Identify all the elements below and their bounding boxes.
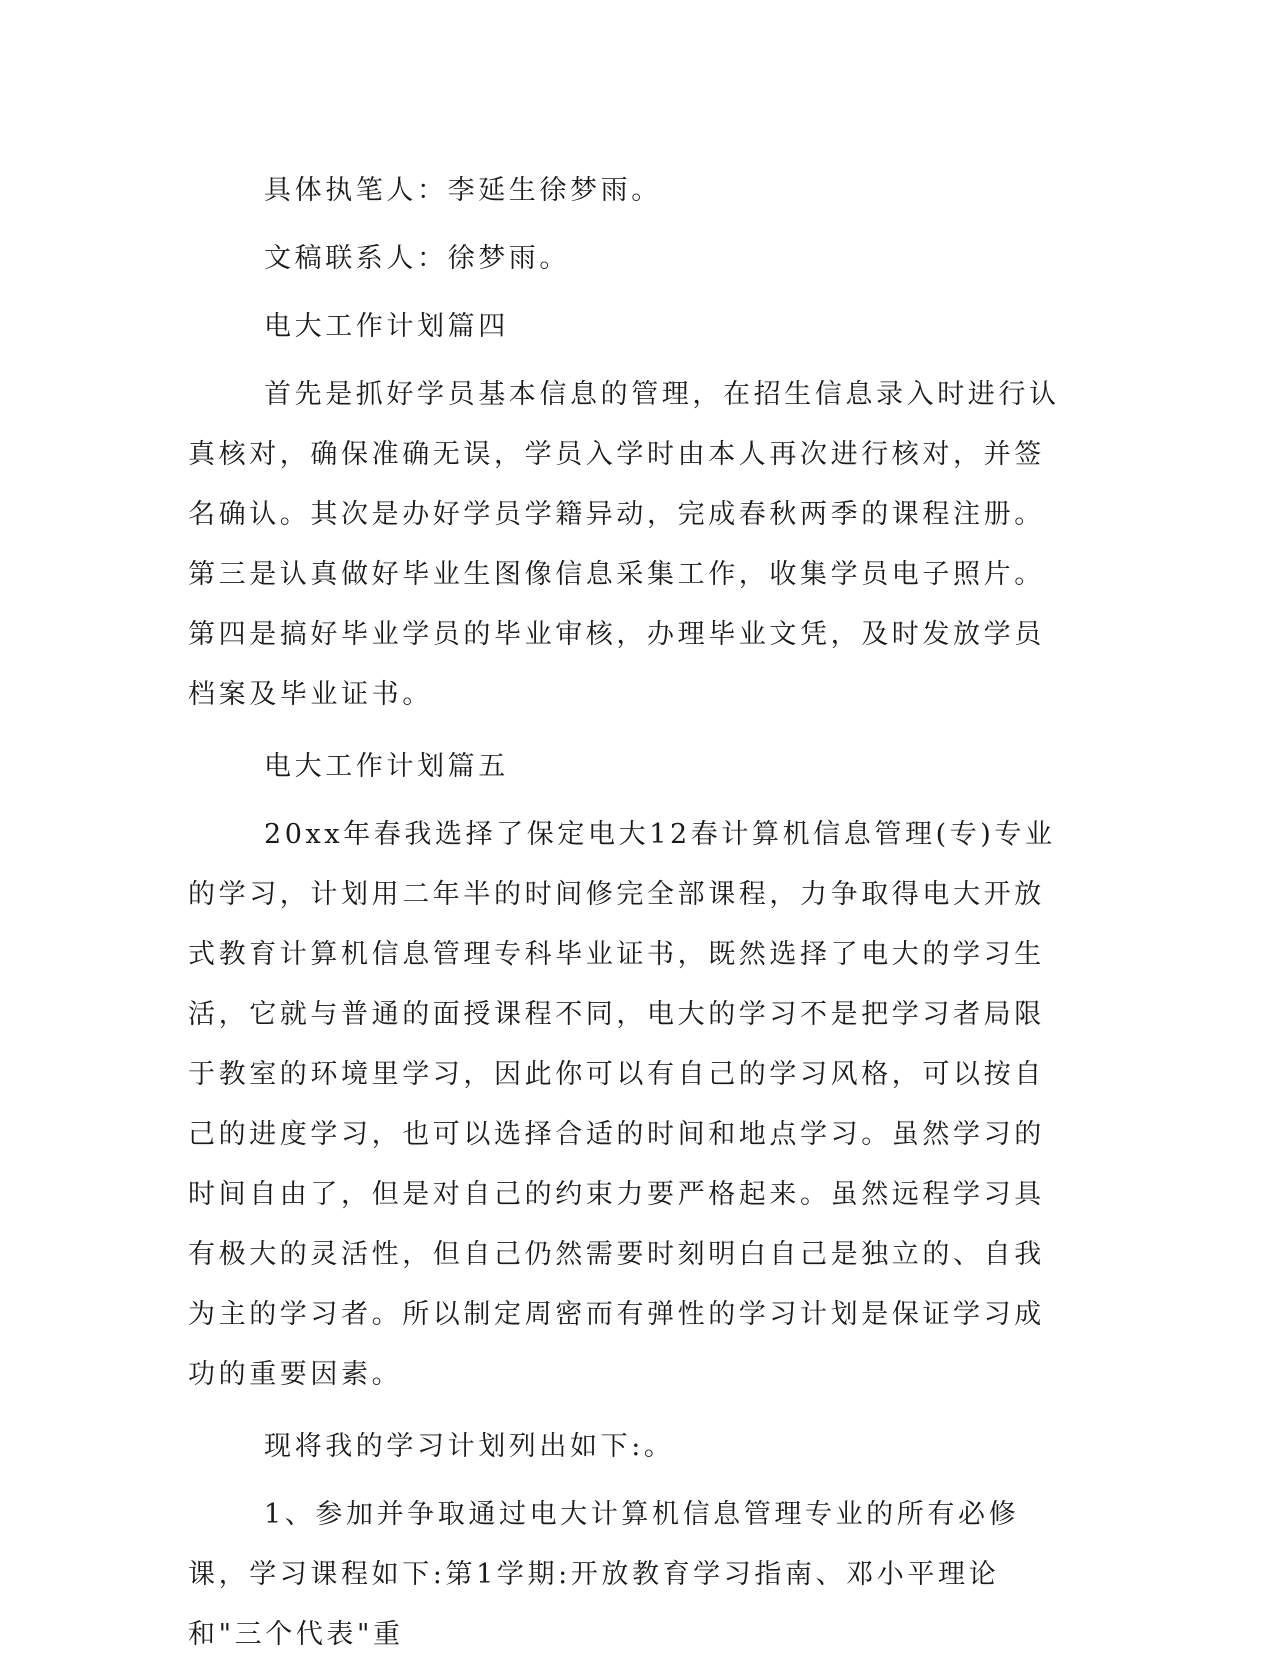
document-body: [188, 161, 1068, 1677]
section-heading-5: 电大工作计划篇五: [264, 751, 509, 782]
section-heading-4: 电大工作计划篇四: [264, 311, 509, 342]
section-4-paragraph: 首先是抓好学员基本信息的管理，在招生信息录入时进行认真核对，确保准确无误，学员入学时由本人再次进行核对，并签名确认。其次是办好学员学籍异动，完成春秋两季的课程注册。第三是认真做好毕业生图像信息采集工作，收集学员电子照片。第四是搞好毕业学员的毕业审核，办理毕业文凭，及时发放学员档案及毕业证书。: [188, 379, 1060, 710]
plan-item-1: 1、参加并争取通过电大计算机信息管理专业的所有必修课，学习课程如下:第1学期:开放教育学习指南、邓小平理论和"三个代表"重: [188, 1499, 1020, 1650]
author-line: 具体执笔人：李延生徐梦雨。: [264, 175, 662, 206]
plan-intro-line: 现将我的学习计划列出如下:。: [264, 1431, 675, 1462]
section-5-paragraph: 20xx年春我选择了保定电大12春计算机信息管理(专)专业的学习，计划用二年半的时间修完全部课程，力争取得电大开放式教育计算机信息管理专科毕业证书，既然选择了电大的学习生活，它就与普通的面授课程不同，电大的学习不是把学习者局限于教室的环境里学习，因此你可以有自己的学习风格，可以按自己的进度学习，也可以选择合适的时间和地点学习。虽然学习的时间自由了，但是对自己的约束力要严格起来。虽然远程学习具有极大的灵活性，但自己仍然需要时刻明白自己是独立的、自我为主的学习者。所以制定周密而有弹性的学习计划是保证学习成功的重要因素。: [188, 819, 1056, 1390]
contact-line: 文稿联系人：徐梦雨。: [264, 243, 570, 274]
